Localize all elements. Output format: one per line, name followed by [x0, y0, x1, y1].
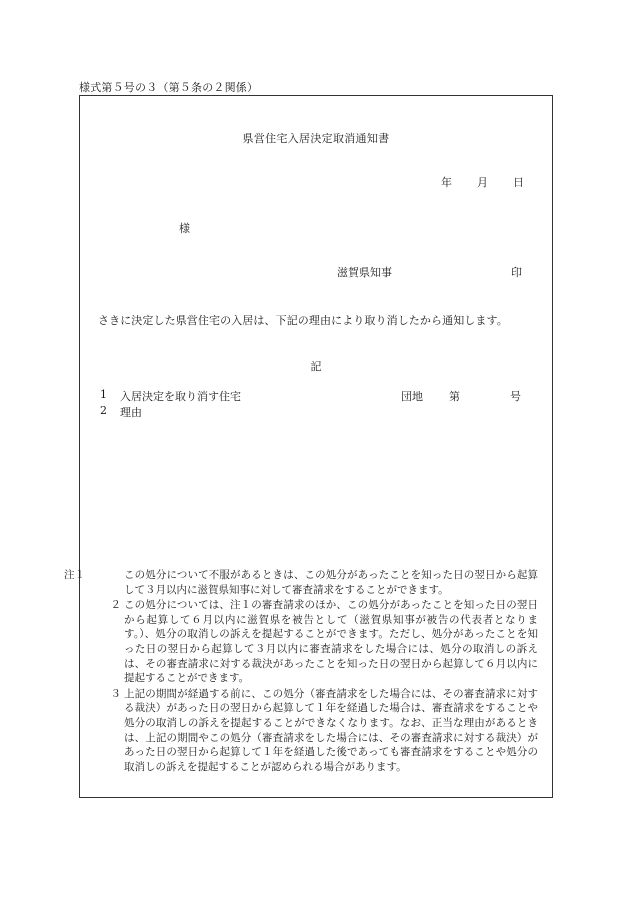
item-list: [100, 388, 530, 420]
item-dai-label: 第: [449, 390, 460, 403]
item-number: 2: [100, 404, 107, 417]
item-label-reason: 理由: [120, 406, 142, 419]
note-label: ２: [110, 599, 121, 612]
form-number: 様式第５号の３（第５条の２関係）: [79, 81, 259, 94]
notes-section: [64, 568, 552, 775]
date-month-label: 月: [477, 176, 488, 189]
note-3: [80, 687, 552, 775]
item-row-reason: [100, 404, 530, 420]
note-1: [64, 568, 552, 597]
ki-heading: 記: [310, 360, 322, 373]
date-day-label: 日: [513, 176, 524, 189]
note-2: [80, 598, 552, 686]
note-text: この処分については、注１の審査請求のほか、この処分があったことを知った日の翌日から起算して６月以内に滋賀県を被告として（滋賀県知事が被告の代表者となります。）、処分の取消しの訴えを提起することができます。ただし、処分があったことを知った日の翌日から起算して３月以内に審査請求をした場合には、処分の取消しの訴えは、その審査請求に対する裁決があったことを知った日の翌日から起算して６月以内に提起することができます。: [124, 599, 538, 685]
document-title: 県営住宅入居決定取消通知書: [242, 132, 390, 145]
item-row-housing: [100, 388, 530, 404]
addressee-suffix: 様: [179, 222, 190, 235]
seal-mark: 印: [511, 266, 522, 279]
notice-body: さきに決定した県営住宅の入居は、下記の理由により取り消したから通知します。: [98, 314, 508, 327]
item-number: 1: [100, 388, 107, 401]
date-year-label: 年: [441, 176, 452, 189]
item-danchi-label: 団地: [401, 390, 423, 403]
document-frame: [64, 95, 553, 798]
note-text: 上記の期間が経過する前に、この処分（審査請求をした場合には、その審査請求に対する裁決）があった日の翌日から起算して１年を経過した場合は、審査請求をすることや処分の取消しの訴えを提起することができなくなります。なお、正当な理由があるときは、上記の期間やこの処分（審査請求をした場合には、その審査請求に対する裁決）があった日の翌日から起算して１年を経過した後であっても審査請求をすることや処分の取消しの訴えを提起することが認められる場合があります。: [124, 687, 538, 773]
item-go-label: 号: [510, 390, 521, 403]
note-text: この処分について不服があるときは、この処分があったことを知った日の翌日から起算して３月以内に滋賀県知事に対して審査請求をすることができます。: [124, 569, 538, 596]
note-label: 注１: [64, 569, 85, 581]
item-label-housing: 入居決定を取り消す住宅: [120, 390, 241, 403]
note-label: ３: [110, 687, 121, 700]
issuer-name: 滋賀県知事: [337, 266, 392, 279]
